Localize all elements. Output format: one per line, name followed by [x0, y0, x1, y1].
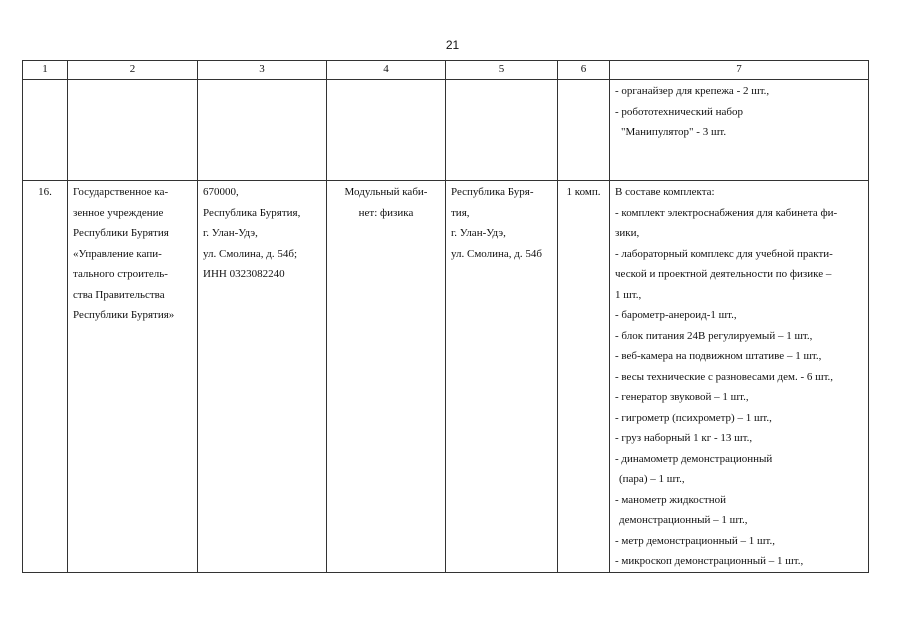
- text-line: Республика Бурятия,: [203, 206, 301, 219]
- text-line: Республики Бурятия: [73, 227, 169, 239]
- text-line: тия,: [451, 206, 470, 219]
- quantity: 1 комп.: [566, 186, 601, 198]
- column-number-row: [23, 61, 869, 80]
- text-line: Государственное ка-: [73, 186, 169, 198]
- text-line: - динамометр демонстрационный: [615, 452, 773, 465]
- text-line: ул. Смолина, д. 54б;: [203, 247, 298, 260]
- text-line: (пара) – 1 шт.,: [619, 473, 685, 485]
- text-line: ИНН 0323082240: [203, 268, 285, 280]
- text-line: ческой и проектной деятельности по физике –: [615, 268, 832, 280]
- text-line: - органайзер для крепежа - 2 шт.,: [615, 85, 770, 97]
- cell-location: [446, 181, 558, 573]
- text-line: - веб-камера на подвижном штативе – 1 шт.,: [615, 350, 822, 362]
- equipment-table: [22, 60, 869, 573]
- text-line: "Манипулятор" - 3 шт.: [621, 126, 727, 138]
- text-line: - весы технические с разновесами дем. - 6 шт.,: [615, 370, 834, 383]
- text-line: - микроскоп демонстрационный – 1 шт.,: [615, 555, 804, 567]
- text-line: демонстрационный – 1 шт.,: [619, 514, 748, 526]
- text-line: - гигрометр (психрометр) – 1 шт.,: [615, 411, 772, 424]
- cell-organization: [68, 181, 198, 573]
- text-line: г. Улан-Удэ,: [203, 227, 258, 239]
- text-line: 670000,: [203, 186, 239, 198]
- column-number: 3: [198, 61, 327, 80]
- text-line: - блок питания 24В регулируемый – 1 шт.,: [615, 329, 813, 342]
- text-line: Республики Бурятия»: [73, 309, 175, 321]
- text-line: - робототехнический набор: [615, 105, 744, 118]
- column-number: 5: [446, 61, 558, 80]
- table-row-16: [23, 181, 869, 573]
- column-number: 7: [610, 61, 869, 80]
- text-line: г. Улан-Удэ,: [451, 227, 506, 239]
- text-line: ул. Смолина, д. 54б: [451, 247, 542, 260]
- text-line: ства Правительства: [73, 288, 165, 301]
- text-line: 1 шт.,: [615, 288, 642, 301]
- column-number: 6: [558, 61, 610, 80]
- text-line: - груз наборный 1 кг - 13 шт.,: [615, 432, 753, 444]
- cell-empty: [558, 80, 610, 181]
- text-line: - генератор звуковой – 1 шт.,: [615, 391, 749, 403]
- text-line: - лабораторный комплекс для учебной практи-: [615, 247, 833, 260]
- text-line: В составе комплекта:: [615, 186, 715, 198]
- cell-equipment-list: [610, 80, 869, 181]
- text-line: - барометр-анероид-1 шт.,: [615, 309, 737, 321]
- cell-equipment-list: [610, 181, 869, 573]
- row-number: 16.: [38, 186, 52, 198]
- cell-address: [198, 181, 327, 573]
- column-number: 4: [327, 61, 446, 80]
- column-number: 1: [23, 61, 68, 80]
- cell-empty: [446, 80, 558, 181]
- page-number: 21: [445, 38, 460, 52]
- text-line: - комплект электроснабжения для кабинета фи-: [615, 206, 838, 219]
- text-line: зенное учреждение: [73, 206, 164, 219]
- text-line: Модульный каби-: [344, 186, 428, 198]
- cell-row-number: [23, 181, 68, 573]
- column-number: 2: [68, 61, 198, 80]
- cell-empty: [198, 80, 327, 181]
- text-line: нет: физика: [358, 206, 414, 219]
- cell-empty: [23, 80, 68, 181]
- text-line: Республика Буря-: [451, 186, 534, 198]
- cell-empty: [327, 80, 446, 181]
- table-row-continuation: [23, 80, 869, 181]
- text-line: «Управление капи-: [73, 247, 162, 260]
- cell-object-name: [327, 181, 446, 573]
- cell-quantity: [558, 181, 610, 573]
- cell-empty: [68, 80, 198, 181]
- text-line: тального строитель-: [73, 268, 168, 280]
- text-line: зики,: [615, 227, 640, 239]
- text-line: - манометр жидкостной: [615, 493, 726, 506]
- text-line: - метр демонстрационный – 1 шт.,: [615, 534, 776, 547]
